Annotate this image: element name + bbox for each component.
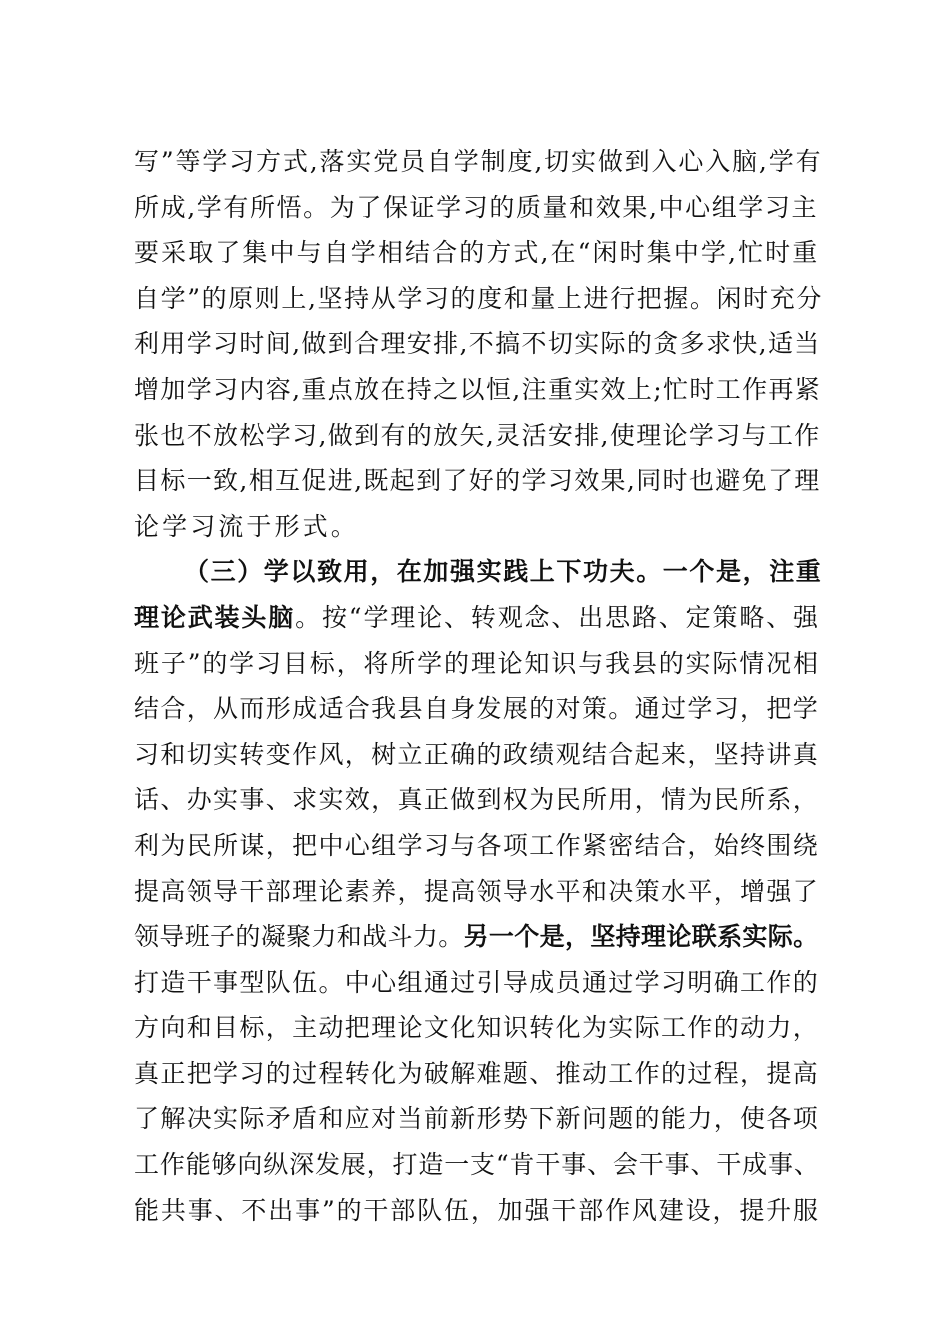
text-segment: 了解决实际矛盾和应对当前新形势下新问题的能力，使各项 — [134, 1104, 820, 1134]
text-segment: 领导班子的凝聚力和战斗力。 — [134, 922, 464, 952]
text-segment: 论学习流于形式。 — [134, 511, 359, 541]
text-segment: 话、办实事、求实效，真正做到权为民所用，情为民所系， — [134, 785, 820, 815]
text-line — [134, 139, 824, 185]
text-segment: 利用学习时间,做到合理安排,不搞不切实际的贪多求快,适当 — [134, 329, 821, 359]
text-segment: 自学”的原则上,坚持从学习的度和量上进行把握。闲时充分 — [134, 283, 823, 313]
text-line — [134, 595, 824, 641]
text-line — [134, 823, 824, 869]
text-segment: 利为民所谋，把中心组学习与各项工作紧密结合，始终围绕 — [134, 830, 820, 860]
text-line — [134, 458, 824, 504]
text-line — [134, 321, 824, 367]
text-segment: 工作能够向纵深发展，打造一支“肯干事、会干事、干成事、 — [134, 1150, 820, 1180]
text-segment: 要采取了集中与自学相结合的方式,在“闲时集中学,忙时重 — [134, 238, 820, 268]
text-line — [134, 1005, 824, 1051]
bold-text-segment: （三）学以致用，在加强实践上下功夫。一个是，注重 — [184, 557, 823, 587]
text-line — [134, 1096, 824, 1142]
text-line — [134, 732, 824, 778]
text-segment: 所成,学有所悟。为了保证学习的质量和效果,中心组学习主 — [134, 192, 819, 222]
text-line — [134, 504, 824, 550]
text-line — [134, 686, 824, 732]
text-line — [134, 641, 824, 687]
text-segment: 。按“学理论、转观念、出思路、定策略、强 — [295, 602, 820, 632]
body-text — [134, 139, 824, 1233]
text-segment: 打造干事型队伍。中心组通过引导成员通过学习明确工作的 — [134, 967, 820, 997]
text-segment: 方向和目标，主动把理论文化知识转化为实际工作的动力， — [134, 1013, 820, 1043]
text-line — [134, 549, 824, 595]
text-segment: 班子”的学习目标，将所学的理论知识与我县的实际情况相 — [134, 648, 820, 678]
text-line — [134, 413, 824, 459]
text-line — [134, 230, 824, 276]
text-line — [134, 914, 824, 960]
text-line — [134, 777, 824, 823]
text-line — [134, 869, 824, 915]
text-segment: 目标一致,相互促进,既起到了好的学习效果,同时也避免了理 — [134, 466, 821, 496]
text-line — [134, 1142, 824, 1188]
text-line — [134, 1051, 824, 1097]
text-segment: 能共事、不出事”的干部队伍，加强干部作风建设，提升服 — [134, 1195, 820, 1225]
text-segment: 增加学习内容,重点放在持之以恒,注重实效上;忙时工作再紧 — [134, 374, 822, 404]
text-segment: 结合，从而形成适合我县自身发展的对策。通过学习，把学 — [134, 694, 820, 724]
text-line — [134, 185, 824, 231]
text-segment: 真正把学习的过程转化为破解难题、推动工作的过程，提高 — [134, 1058, 820, 1088]
text-line — [134, 367, 824, 413]
bold-text-segment: 另一个是，坚持理论联系实际。 — [463, 922, 819, 952]
text-line — [134, 960, 824, 1006]
text-line — [134, 276, 824, 322]
text-segment: 习和切实转变作风，树立正确的政绩观结合起来，坚持讲真 — [134, 739, 820, 769]
text-segment: 写”等学习方式,落实党员自学制度,切实做到入心入脑,学有 — [134, 147, 823, 176]
text-segment: 张也不放松学习,做到有的放矢,灵活安排,使理论学习与工作 — [134, 420, 821, 450]
text-segment: 提高领导干部理论素养，提高领导水平和决策水平，增强了 — [134, 876, 820, 906]
text-line — [134, 1188, 824, 1234]
bold-text-segment: 理论武装头脑 — [134, 602, 296, 632]
